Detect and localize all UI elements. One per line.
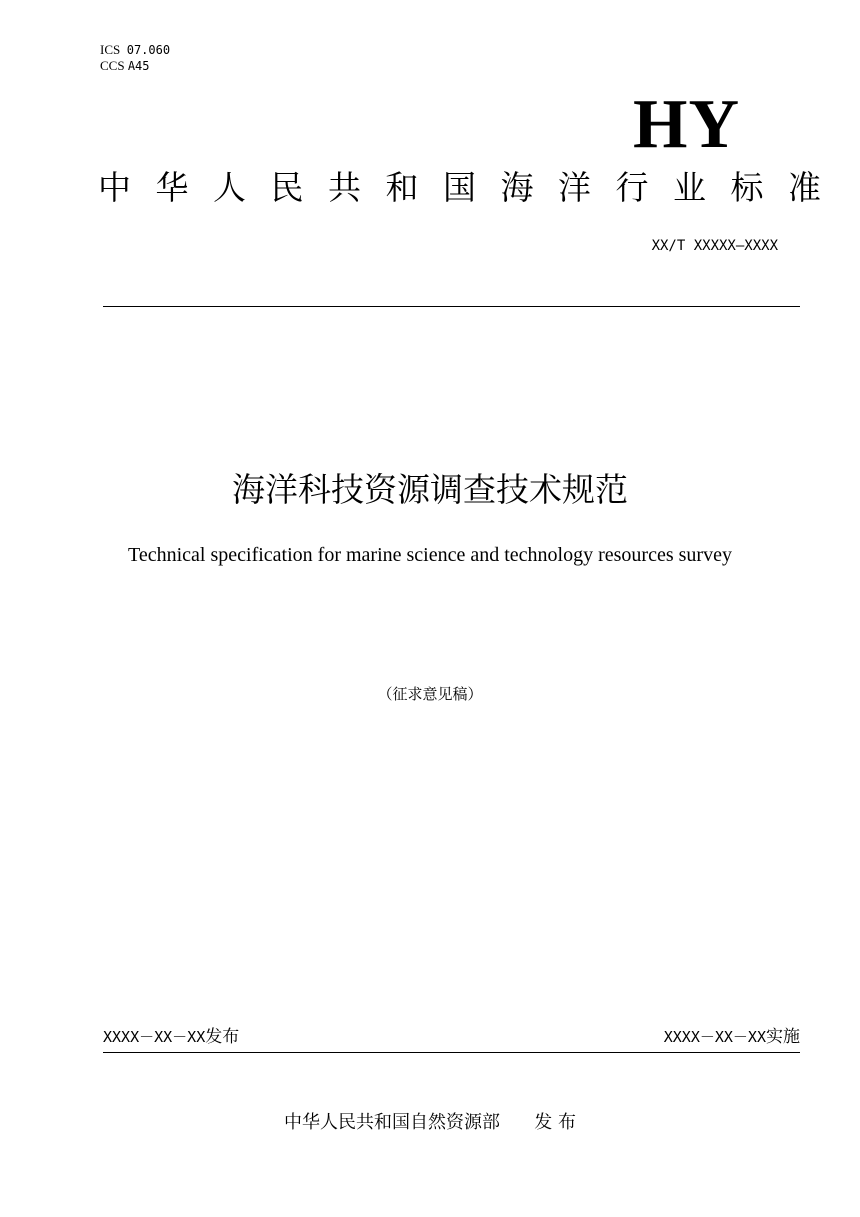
implement-label: 实施 [766,1027,800,1047]
ics-label: ICS [100,42,121,57]
document-title-en: Technical specification for marine science and technology resources survey [128,544,732,566]
hy-logo: HY [633,86,740,163]
ics-code: 07.060 [126,43,171,57]
ccs-code: A45 [127,59,150,73]
publish-date-block [103,1026,239,1048]
implement-date-block [664,1026,800,1048]
ics-line [100,42,170,58]
standard-title: 中华人民共和国海洋行业标准 [98,168,846,207]
ccs-label: CCS [100,58,125,73]
classification-codes [100,42,170,74]
implement-date: XXXX－XX－XX [663,1028,766,1046]
bottom-divider [103,1052,800,1053]
ccs-line [100,58,170,74]
standard-number: XX/T XXXXX—XXXX [651,238,778,254]
top-divider [103,306,800,307]
issuer-action: 发 布 [534,1112,577,1133]
issuer-name: 中华人民共和国自然资源部 [283,1112,500,1133]
publish-date: XXXX－XX－XX [103,1028,206,1046]
issuer-line [0,1111,860,1135]
document-title-cn: 海洋科技资源调查技术规范 [232,470,628,509]
draft-status: （征求意见稿） [377,685,483,703]
publish-label: 发布 [205,1027,240,1047]
